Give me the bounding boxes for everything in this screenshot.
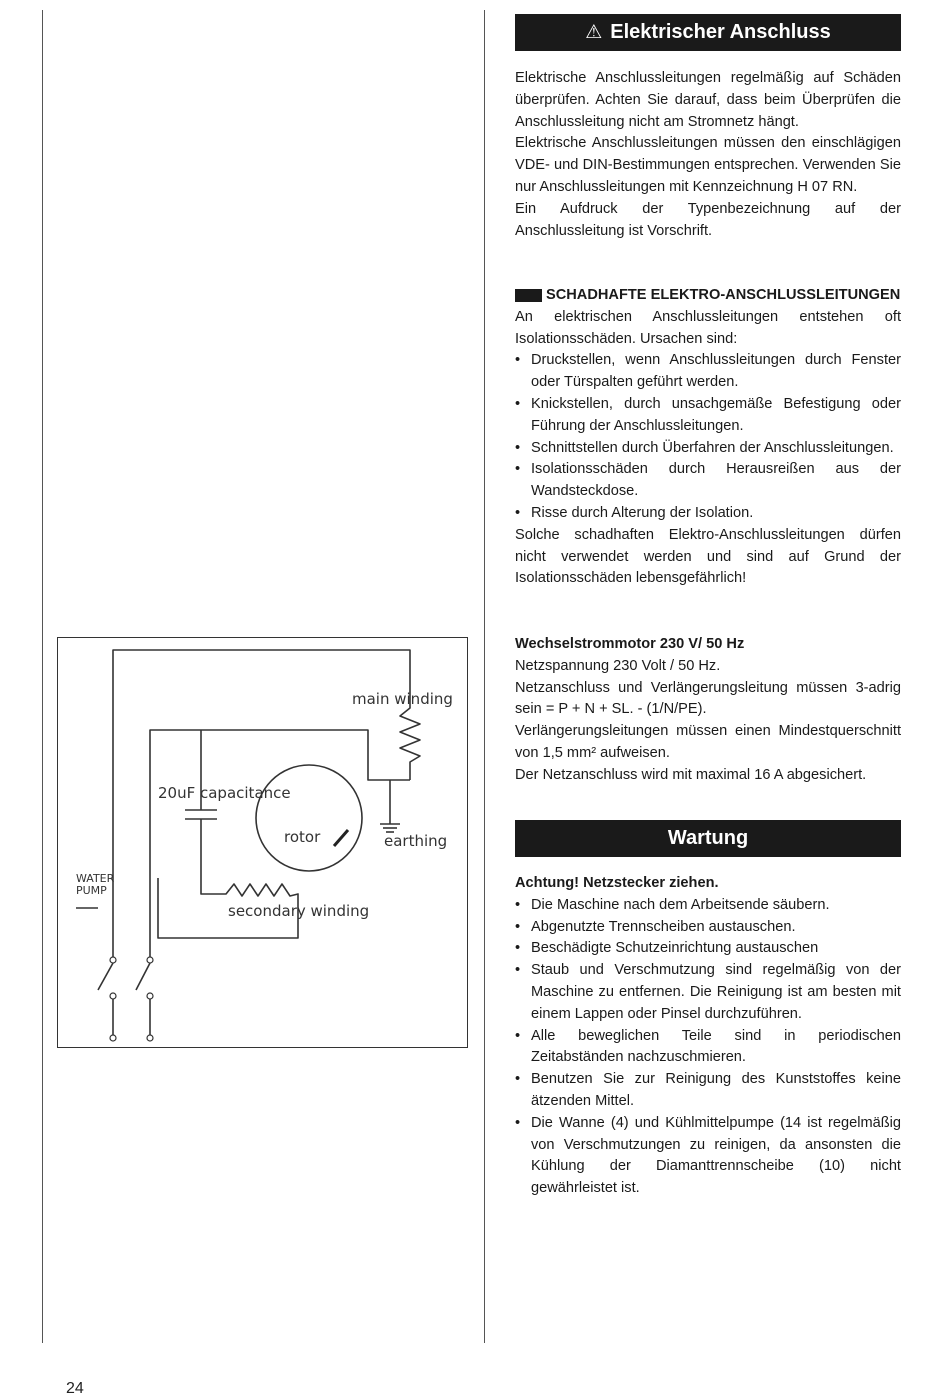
damaged-cables-intro: An elektrischen Anschlussleitungen entstehen oft Isolationsschäden. Ursachen sind: xyxy=(515,308,901,347)
electrical-title: Elektrischer Anschluss xyxy=(610,20,831,43)
earthing-label: earthing xyxy=(384,832,448,850)
water-pump-label-line2: PUMP xyxy=(76,884,107,897)
water-pump-label-line1: WATER xyxy=(76,872,115,885)
list-item: • Benutzen Sie zur Reinigung des Kunststoffes keine ätzenden Mittel. xyxy=(515,1069,901,1113)
list-item: • Beschädigte Schutzeinrichtung austauschen xyxy=(515,938,901,960)
damaged-cables-outro: Solche schadhaften Elektro-Anschlussleitungen dürfen nicht verwendet werden und sind auf Grund der Isolationsschäden lebensgefährlich! xyxy=(515,526,901,587)
motor-section xyxy=(515,634,901,787)
maintenance-list xyxy=(515,895,901,1200)
list-item: • Knickstellen, durch unsachgemäße Befestigung oder Führung der Anschlussleitungen. xyxy=(515,394,901,438)
wiring-diagram xyxy=(57,637,468,1048)
list-item: • Die Maschine nach dem Arbeitsende säubern. xyxy=(515,895,901,917)
page-number: 24 xyxy=(66,1380,84,1397)
motor-line-4: Der Netzanschluss wird mit maximal 16 A abgesichert. xyxy=(515,766,867,783)
damaged-cables-heading xyxy=(515,285,901,307)
list-item: • Alle beweglichen Teile sind in periodischen Zeitabständen nachzuschmieren. xyxy=(515,1026,901,1070)
list-item: • Staub und Verschmutzung sind regelmäßig von der Maschine zu entfernen. Die Reinigung ist am besten mit einem Lappen oder Pinsel durchzuführen. xyxy=(515,960,901,1025)
electrical-section xyxy=(515,14,901,242)
maintenance-section xyxy=(515,820,901,1200)
heading-block-marker xyxy=(515,289,542,302)
list-item: • Isolationsschäden durch Herausreißen aus der Wandsteckdose. xyxy=(515,459,901,503)
wiring-diagram-svg xyxy=(58,638,467,1047)
warning-triangle-icon: ⚠ xyxy=(585,21,603,43)
main-winding-label: main winding xyxy=(352,690,453,708)
list-item: • Die Wanne (4) und Kühlmittelpumpe (14 ist regelmäßig von Verschmutzungen zu reinigen, da ansonsten die Kühlung der Diamanttrennscheibe (10) nicht gewährleistet ist. xyxy=(515,1113,901,1200)
motor-line-1: Netzspannung 230 Volt / 50 Hz. xyxy=(515,657,721,674)
damaged-cables-list xyxy=(515,350,901,524)
damaged-cables-section xyxy=(515,285,901,590)
list-item: • Druckstellen, wenn Anschlussleitungen durch Fenster oder Türspalten geführt werden. xyxy=(515,350,901,394)
motor-line-3: Verlängerungsleitungen müssen einen Mindestquerschnitt von 1,5 mm² aufweisen. xyxy=(515,723,901,761)
list-item: • Schnittstellen durch Überfahren der Anschlussleitungen. xyxy=(515,438,901,460)
left-margin-rule xyxy=(42,10,43,1343)
list-item: • Risse durch Alterung der Isolation. xyxy=(515,503,901,525)
rotor-label: rotor xyxy=(284,828,321,846)
motor-line-2: Netzanschluss und Verlängerungsleitung müssen 3-adrig sein = P + N + SL. - (1/N/PE). xyxy=(515,679,901,718)
capacitance-label: 20uF capacitance xyxy=(158,784,291,802)
electrical-paragraph-2: Elektrische Anschlussleitungen müssen den einschlägigen VDE- und DIN-Bestimmungen entsprechen. Verwenden Sie nur Anschlussleitungen mit Kennzeichnung H 07 RN. xyxy=(515,135,901,195)
secondary-winding-label: secondary winding xyxy=(228,902,370,920)
damaged-cables-heading-text: SCHADHAFTE ELEKTRO-ANSCHLUSSLEITUNGEN xyxy=(546,287,901,303)
maintenance-title-bar xyxy=(515,820,901,857)
maintenance-title: Wartung xyxy=(667,826,749,849)
center-column-rule xyxy=(484,10,485,1343)
list-item: • Abgenutzte Trennscheiben austauschen. xyxy=(515,917,901,939)
electrical-title-bar xyxy=(515,14,901,51)
electrical-paragraph-3: Ein Aufdruck der Typenbezeichnung auf der Anschlussleitung ist Vorschrift. xyxy=(515,200,901,239)
electrical-paragraph-1: Elektrische Anschlussleitungen regelmäßig auf Schäden überprüfen. Achten Sie darauf, dass beim Überprüfen die Anschlussleitung nicht am Stromnetz hängt. xyxy=(515,70,901,130)
motor-heading: Wechselstrommotor 230 V/ 50 Hz xyxy=(515,636,745,652)
maintenance-warning: Achtung! Netzstecker ziehen. xyxy=(515,875,719,891)
